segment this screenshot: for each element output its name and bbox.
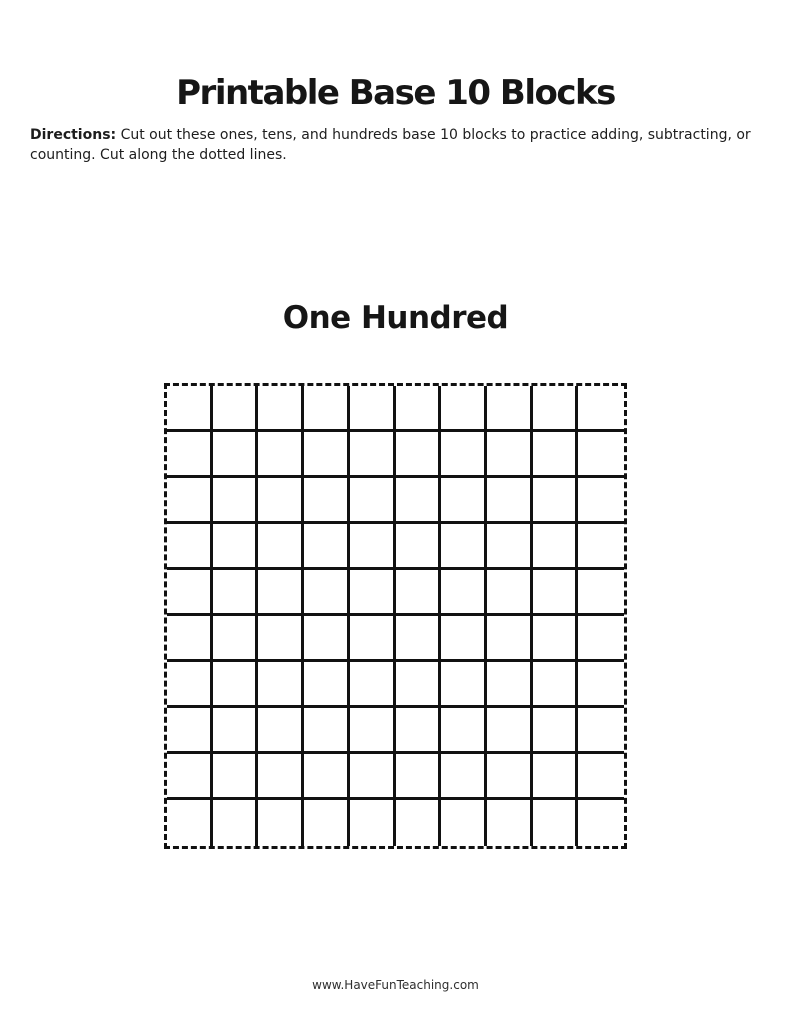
grid-cell <box>258 800 304 846</box>
grid-cell <box>533 570 579 616</box>
grid-cell <box>258 662 304 708</box>
grid-cell <box>258 570 304 616</box>
grid-cell <box>533 800 579 846</box>
grid-cell <box>441 616 487 662</box>
grid-cell <box>487 754 533 800</box>
grid-cell <box>533 524 579 570</box>
section-heading-one-hundred: One Hundred <box>282 299 509 336</box>
grid-cell <box>304 616 350 662</box>
grid-cell <box>441 800 487 846</box>
grid-cell <box>487 524 533 570</box>
grid-cell <box>213 662 259 708</box>
grid-cell <box>441 524 487 570</box>
grid-cell <box>396 754 442 800</box>
grid-cell <box>258 524 304 570</box>
grid-cell <box>396 616 442 662</box>
grid-cell <box>258 386 304 432</box>
grid-cell <box>533 432 579 478</box>
grid-cell <box>167 524 213 570</box>
grid-cell <box>213 524 259 570</box>
grid-cell <box>533 754 579 800</box>
grid-cell <box>350 662 396 708</box>
grid-cell <box>213 616 259 662</box>
grid-cell <box>350 800 396 846</box>
grid-cell <box>533 662 579 708</box>
grid-cell <box>167 754 213 800</box>
footer-url: www.HaveFunTeaching.com <box>312 978 479 992</box>
grid-cell <box>396 524 442 570</box>
grid-cell <box>304 386 350 432</box>
directions-paragraph <box>30 126 762 166</box>
grid-cell <box>350 432 396 478</box>
grid-cell <box>533 708 579 754</box>
grid-cell <box>578 800 624 846</box>
grid-cell <box>304 800 350 846</box>
grid-cell <box>167 708 213 754</box>
grid-cell <box>167 432 213 478</box>
grid-cell <box>350 524 396 570</box>
grid-cell <box>487 800 533 846</box>
grid-cell <box>167 478 213 524</box>
grid-cell <box>578 478 624 524</box>
grid-cell <box>304 524 350 570</box>
grid-cell <box>213 754 259 800</box>
grid-cell <box>487 386 533 432</box>
grid-cell <box>258 478 304 524</box>
grid-cell <box>396 800 442 846</box>
grid-cell <box>304 754 350 800</box>
grid-cell <box>213 386 259 432</box>
grid-cell <box>350 570 396 616</box>
hundred-grid <box>164 383 627 849</box>
grid-cell <box>441 708 487 754</box>
grid-cell <box>578 662 624 708</box>
grid-cell <box>213 478 259 524</box>
grid-cell <box>167 616 213 662</box>
grid-cell <box>304 478 350 524</box>
grid-cell <box>396 432 442 478</box>
grid-cell <box>533 478 579 524</box>
grid-cell <box>578 570 624 616</box>
grid-cell <box>213 432 259 478</box>
grid-cell <box>213 708 259 754</box>
grid-cell <box>487 616 533 662</box>
grid-cell <box>487 662 533 708</box>
grid-cell <box>167 570 213 616</box>
grid-cell <box>304 708 350 754</box>
grid-cell <box>167 386 213 432</box>
grid-cell <box>258 754 304 800</box>
directions-text: Cut out these ones, tens, and hundreds base 10 blocks to practice adding, subtracting, or counting. Cut along the dotted lines. <box>30 127 751 163</box>
grid-cell <box>487 432 533 478</box>
page-title: Printable Base 10 Blocks <box>176 72 615 113</box>
grid-cell <box>350 754 396 800</box>
grid-cell <box>441 432 487 478</box>
grid-cell <box>304 570 350 616</box>
grid-cell <box>258 708 304 754</box>
grid-cell <box>441 754 487 800</box>
grid-cell <box>578 386 624 432</box>
grid-cell <box>533 386 579 432</box>
grid-cell <box>350 708 396 754</box>
grid-cell <box>396 478 442 524</box>
directions-label: Directions: <box>30 127 117 143</box>
grid-cell <box>533 616 579 662</box>
grid-cell <box>167 662 213 708</box>
grid-cell <box>441 662 487 708</box>
grid-cell <box>350 386 396 432</box>
grid-cell <box>213 570 259 616</box>
grid-cell <box>396 570 442 616</box>
grid-cell <box>487 570 533 616</box>
grid-cell <box>396 662 442 708</box>
grid-cell <box>304 432 350 478</box>
grid-cell <box>258 432 304 478</box>
grid-cell <box>441 570 487 616</box>
grid-cell <box>578 432 624 478</box>
grid-cell <box>213 800 259 846</box>
grid-cell <box>487 478 533 524</box>
grid-cell <box>396 386 442 432</box>
grid-cell <box>350 478 396 524</box>
grid-cell <box>487 708 533 754</box>
grid-cell <box>304 662 350 708</box>
grid-cell <box>578 524 624 570</box>
grid-cell <box>441 386 487 432</box>
grid-cell <box>578 754 624 800</box>
grid-cell <box>441 478 487 524</box>
grid-cell <box>578 616 624 662</box>
grid-cell <box>350 616 396 662</box>
grid-cell <box>578 708 624 754</box>
grid-cell <box>258 616 304 662</box>
grid-cell <box>167 800 213 846</box>
grid-cell <box>396 708 442 754</box>
